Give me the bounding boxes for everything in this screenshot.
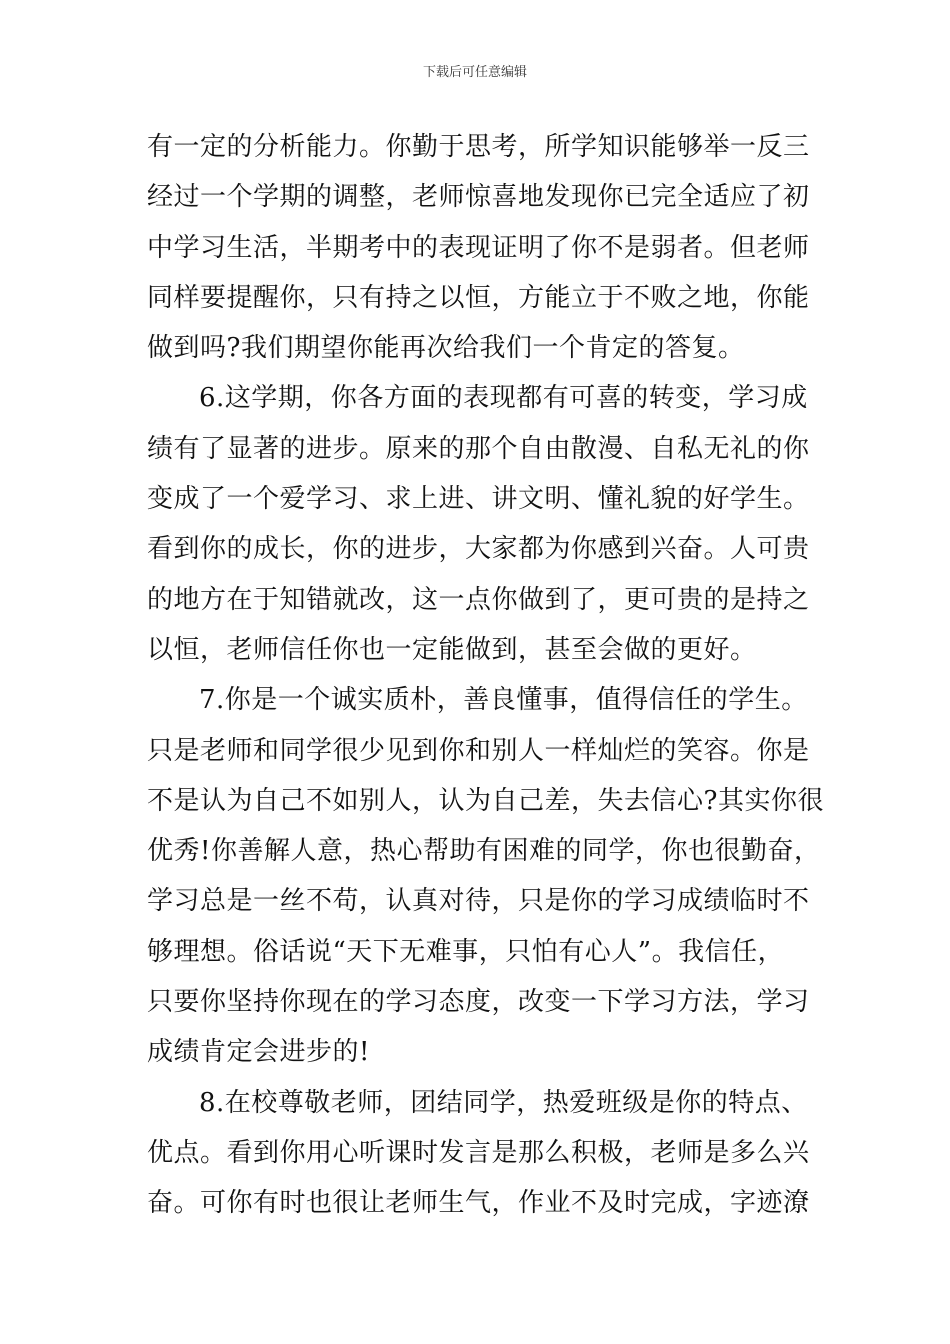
text-line: 中学习生活，半期考中的表现证明了你不是弱者。但老师 xyxy=(147,232,810,263)
text-line: 做到吗?我们期望你能再次给我们一个肯定的答复。 xyxy=(147,333,745,364)
paragraph-7-start: 7.你是一个诚实质朴，善良懂事，值得信任的学生。 xyxy=(199,685,808,716)
text-line: 奋。可你有时也很让老师生气，作业不及时完成，字迹潦 xyxy=(147,1188,810,1219)
text-line: 变成了一个爱学习、求上进、讲文明、懂礼貌的好学生。 xyxy=(147,484,810,515)
text-line: 学习总是一丝不苟，认真对待，只是你的学习成绩临时不 xyxy=(147,886,810,917)
text-line: 成绩肯定会进步的! xyxy=(147,1037,370,1068)
page-header: 下载后可任意编辑 xyxy=(422,65,527,80)
text-line: 只要你坚持你现在的学习态度，改变一下学习方法，学习 xyxy=(147,987,810,1018)
text-line: 优点。看到你用心听课时发言是那么积极，老师是多么兴 xyxy=(147,1137,810,1168)
text-line: 只是老师和同学很少见到你和别人一样灿烂的笑容。你是 xyxy=(147,735,810,766)
text-line: 经过一个学期的调整，老师惊喜地发现你已完全适应了初 xyxy=(147,182,810,213)
text-line: 有一定的分析能力。你勤于思考，所学知识能够举一反三 xyxy=(147,132,810,162)
text-line: 以恒，老师信任你也一定能做到，甚至会做的更好。 xyxy=(147,634,757,665)
text-line: 够理想。俗话说“天下无难事，只怕有心人”。我信任， xyxy=(147,936,785,967)
paragraph-8-start: 8.在校尊敬老师，团结同学，热爱班级是你的特点、 xyxy=(199,1087,808,1118)
text-line: 同样要提醒你，只有持之以恒，方能立于不败之地，你能 xyxy=(147,282,810,313)
text-line: 不是认为自己不如别人，认为自己差，失去信心?其实你很 xyxy=(147,785,824,816)
document-body xyxy=(147,122,824,1229)
text-line: 优秀!你善解人意，热心帮助有困难的同学，你也很勤奋， xyxy=(147,836,821,867)
text-line: 的地方在于知错就改，这一点你做到了，更可贵的是持之 xyxy=(147,584,810,615)
paragraph-6-start: 6.这学期，你各方面的表现都有可喜的转变，学习成 xyxy=(199,383,808,414)
text-line: 绩有了显著的进步。原来的那个自由散漫、自私无礼的你 xyxy=(147,433,810,464)
text-line: 看到你的成长，你的进步，大家都为你感到兴奋。人可贵 xyxy=(147,534,810,565)
